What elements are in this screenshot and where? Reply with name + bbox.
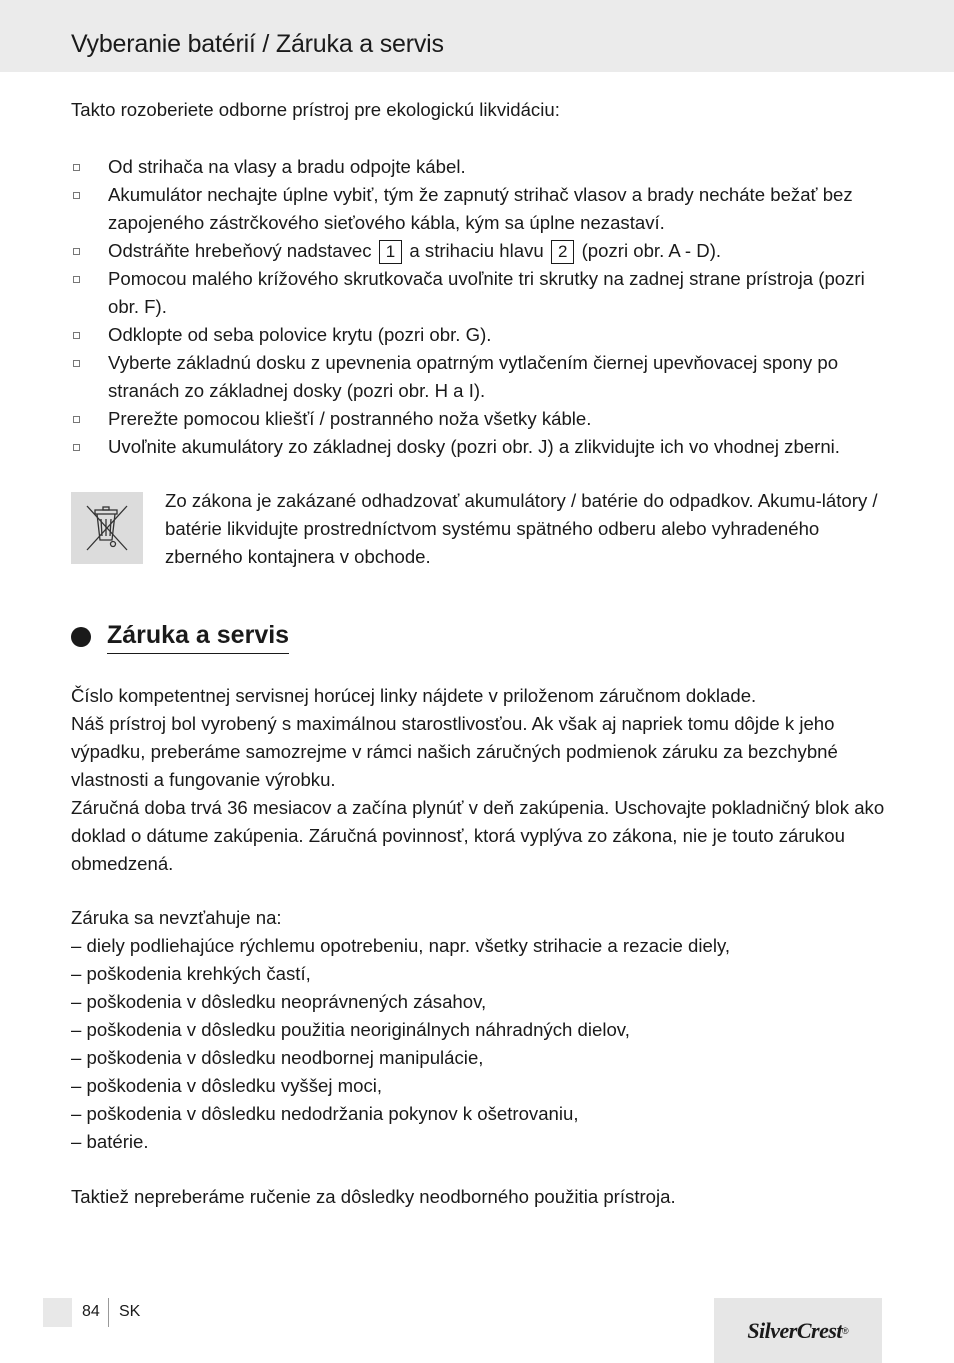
disposal-intro: Takto rozoberiete odborne prístroj pre ekologickú likvidáciu: [71, 99, 560, 120]
exclusions-title: Záruka sa nevzťahuje na: [71, 907, 282, 928]
list-item: – batérie. [71, 1131, 149, 1152]
liability-note: Taktiež nepreberáme ručenie za dôsledky neodborného použitia prístroja. [71, 1186, 676, 1207]
warranty-paragraph: Náš prístroj bol vyrobený s maximálnou starostlivosťou. Ak však aj napriek tomu dôjde k jeho výpadku, preberáme samozrejme v rámci našich záručných podmienok záruku za bezchybné vlastnosti a fungovanie výrobku. [71, 713, 838, 790]
section-title: Záruka a servis [107, 620, 289, 654]
list-item: – poškodenia v dôsledku použitia neoriginálnych náhradných dielov, [71, 1019, 630, 1040]
checkbox-bullet-icon [73, 444, 80, 451]
checkbox-bullet-icon [73, 192, 80, 199]
part-ref-2: 2 [551, 240, 574, 264]
list-item: Odstráňte hrebeňový nadstavec 1 a strihaciu hlavu 2 (pozri obr. A - D). [71, 237, 891, 265]
checkbox-bullet-icon [73, 416, 80, 423]
brand-name: SilverCrest [747, 1317, 843, 1343]
footer-marker [43, 1298, 72, 1327]
warranty-paragraph: Záručná doba trvá 36 mesiacov a začína plynúť v deň zakúpenia. Uschovajte pokladničný blok ako doklad o dátume zakúpenia. Záručná povinnosť, ktorá vyplýva zo zákona, nie je touto zárukou obmedzená. [71, 797, 885, 874]
battery-disposal-notice: Zo zákona je zakázané odhadzovať akumulátory / batérie do odpadkov. Akumu-látory / batérie likvidujte prostredníctvom systému spätného odberu alebo vyhradeného zberného kontajnera v obchode. [165, 490, 878, 567]
warranty-paragraph: Číslo kompetentnej servisnej horúcej linky nájdete v priloženom záručnom doklade. [71, 685, 757, 706]
list-item: – poškodenia v dôsledku neoprávnených zásahov, [71, 991, 487, 1012]
list-item: Odklopte od seba polovice krytu (pozri obr. G). [71, 321, 891, 349]
list-item: Akumulátor nechajte úplne vybiť, tým že zapnutý strihač vlasov a brady necháte bežať bez zapojeného zástrčkového sieťového kábla, kým sa úplne nezastaví. [71, 181, 891, 237]
checkbox-bullet-icon [73, 332, 80, 339]
list-item: Uvoľnite akumulátory zo základnej dosky (pozri obr. J) a zlikvidujte ich vo vhodnej zberni. [71, 433, 891, 461]
registered-mark: ® [842, 1325, 849, 1336]
footer-divider [108, 1298, 109, 1327]
list-item: – poškodenia krehkých častí, [71, 963, 311, 984]
list-item: – poškodenia v dôsledku vyššej moci, [71, 1075, 383, 1096]
checkbox-bullet-icon [73, 360, 80, 367]
part-ref-1: 1 [379, 240, 402, 264]
list-item: – poškodenia v dôsledku neodbornej manipulácie, [71, 1047, 484, 1068]
list-item: Vyberte základnú dosku z upevnenia opatrným vytlačením čiernej upevňovacej spony po stranách zo základnej dosky (pozri obr. H a I). [71, 349, 891, 405]
checkbox-bullet-icon [73, 248, 80, 255]
page-title: Vyberanie batérií / Záruka a servis [71, 30, 444, 58]
list-item: Od strihača na vlasy a bradu odpojte kábel. [71, 153, 891, 181]
checkbox-bullet-icon [73, 164, 80, 171]
section-heading [71, 620, 289, 654]
page-number: 84 [82, 1303, 100, 1320]
disposal-steps-list [71, 153, 891, 461]
list-item: – diely podliehajúce rýchlemu opotrebeniu, napr. všetky strihacie a rezacie diely, [71, 935, 731, 956]
crossed-out-bin-icon [71, 492, 143, 564]
exclusions-list [71, 932, 730, 1156]
checkbox-bullet-icon [73, 276, 80, 283]
list-item: – poškodenia v dôsledku nedodržania pokynov k ošetrovaniu, [71, 1103, 579, 1124]
bullet-dot-icon [71, 627, 91, 647]
warranty-text [71, 682, 886, 878]
brand-logo [714, 1298, 882, 1363]
list-item: Prerežte pomocou kliešťí / postranného noža všetky káble. [71, 405, 891, 433]
language-code: SK [119, 1303, 141, 1320]
list-item: Pomocou malého krížového skrutkovača uvoľnite tri skrutky na zadnej strane prístroja (pozri obr. F). [71, 265, 891, 321]
